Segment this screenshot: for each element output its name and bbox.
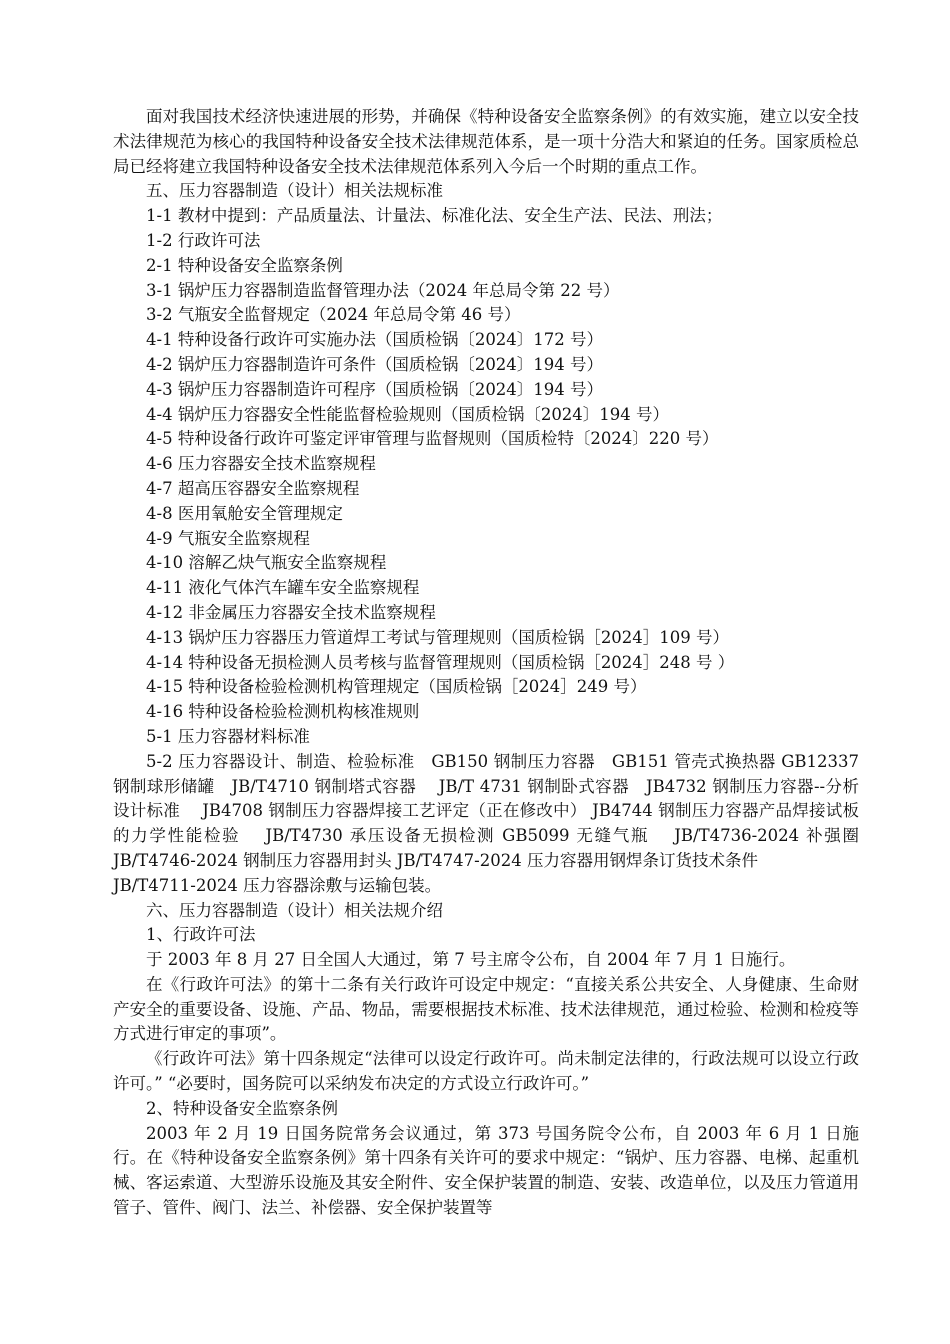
list-item: 4-13 锅炉压力容器压力管道焊工考试与管理规则（国质检锅［2024］109 号） xyxy=(146,627,730,647)
list-item: 2-1 特种设备安全监察条例 xyxy=(146,255,343,275)
paragraph-intro: 面对我国技术经济快速进展的形势，并确保《特种设备安全监察条例》的有效实施，建立以安全技术法律规范为核心的我国特种设备安全技术法律规范体系，是一项十分浩大和紧迫的任务。国家质检总局已经将建立我国特种设备安全技术法律规范体系列入今后一个时期的重点工作。 xyxy=(113,107,859,176)
list-item: 4-5 特种设备行政许可鉴定评审管理与监督规则（国质检特〔2024〕220 号） xyxy=(146,429,719,449)
list-item: 1-2 行政许可法 xyxy=(146,230,261,250)
standards-list-continuation: JB/T4711-2024 压力容器涂敷与运输包装。 xyxy=(113,875,442,895)
subsection-heading: 2、特种设备安全监察条例 xyxy=(146,1098,338,1118)
list-item: 4-11 液化气体汽车罐车安全监察规程 xyxy=(146,578,420,598)
list-item: 4-4 锅炉压力容器安全性能监督检验规则（国质检锅〔2024〕194 号） xyxy=(146,404,670,424)
list-item: 5-1 压力容器材料标准 xyxy=(146,726,310,746)
list-item: 3-2 气瓶安全监督规定（2024 年总局令第 46 号） xyxy=(146,305,521,325)
body-paragraph: 在《行政许可法》的第十二条有关行政许可设定中规定：“直接关系公共安全、人身健康、生命财产安全的重要设备、设施、产品、物品，需要根据技术标准、技术法律规范，通过检验、检测和检疫等方式进行审定的事项”。 xyxy=(113,974,859,1044)
section-heading-6: 六、压力容器制造（设计）相关法规介绍 xyxy=(146,900,443,920)
list-item: 1-1 教材中提到：产品质量法、计量法、标准化法、安全生产法、民法、刑法； xyxy=(146,206,723,226)
list-item: 4-16 特种设备检验检测机构核准规则 xyxy=(146,702,420,722)
list-item: 4-2 锅炉压力容器制造许可条件（国质检锅〔2024〕194 号） xyxy=(146,354,604,374)
list-item: 4-1 特种设备行政许可实施办法（国质检锅〔2024〕172 号） xyxy=(146,330,604,350)
list-item: 4-3 锅炉压力容器制造许可程序（国质检锅〔2024〕194 号） xyxy=(146,379,604,399)
document-body xyxy=(113,105,881,1221)
list-item: 4-7 超高压容器安全监察规程 xyxy=(146,478,360,498)
body-paragraph: 2003 年 2 月 19 日国务院常务会议通过，第 373 号国务院令公布，自 2003 年 6 月 1 日施行。在《特种设备安全监察条例》第十四条有关许可的要求中规定：“锅炉、压力容器、电梯、起重机械、客运索道、大型游乐设施及其安全附件、安全保护装置的制造、安装、改造单位，以及压力管道用管子、管件、阀门、法兰、补偿器、安全保护装置等 xyxy=(113,1123,859,1218)
body-paragraph: 《行政许可法》第十四条规定“法律可以设定行政许可。尚未制定法律的，行政法规可以设立行政许可。” “必要时，国务院可以采纳发布决定的方式设立行政许可。” xyxy=(113,1049,859,1094)
list-item: 4-15 特种设备检验检测机构管理规定（国质检锅［2024］249 号） xyxy=(146,677,647,697)
subsection-heading: 1、行政许可法 xyxy=(146,925,256,945)
list-item: 4-9 气瓶安全监察规程 xyxy=(146,528,310,548)
standards-list-paragraph: 5-2 压力容器设计、制造、检验标准 GB150 钢制压力容器 GB151 管壳式换热器 GB12337 钢制球形储罐 JB/T4710 钢制塔式容器 JB/T 4731 钢制卧式容器 JB4732 钢制压力容器--分析设计标准 JB4708 钢制压力容器焊接工艺评定（正在修改中） JB4744 钢制压力容器产品焊接试板的力学性能检验 JB/T4730 承压设备无损检测 GB5099 无缝气瓶 JB/T4736-2024 补强圈 JB/T4746-2024 钢制压力容器用封头 JB/T4747-2024 压力容器用钢焊条订货技术条件 xyxy=(113,751,881,870)
list-item: 4-14 特种设备无损检测人员考核与监督管理规则（国质检锅［2024］248 号 ） xyxy=(146,652,735,672)
list-item: 4-10 溶解乙炔气瓶安全监察规程 xyxy=(146,553,387,573)
section-heading-5: 五、压力容器制造（设计）相关法规标准 xyxy=(146,181,443,201)
list-item: 4-12 非金属压力容器安全技术监察规程 xyxy=(146,602,436,622)
list-item: 4-6 压力容器安全技术监察规程 xyxy=(146,454,376,474)
list-item: 3-1 锅炉压力容器制造监督管理办法（2024 年总局令第 22 号） xyxy=(146,280,620,300)
body-paragraph: 于 2003 年 8 月 27 日全国人大通过，第 7 号主席令公布，自 2004 年 7 月 1 日施行。 xyxy=(146,950,796,970)
list-item: 4-8 医用氧舱安全管理规定 xyxy=(146,503,343,523)
